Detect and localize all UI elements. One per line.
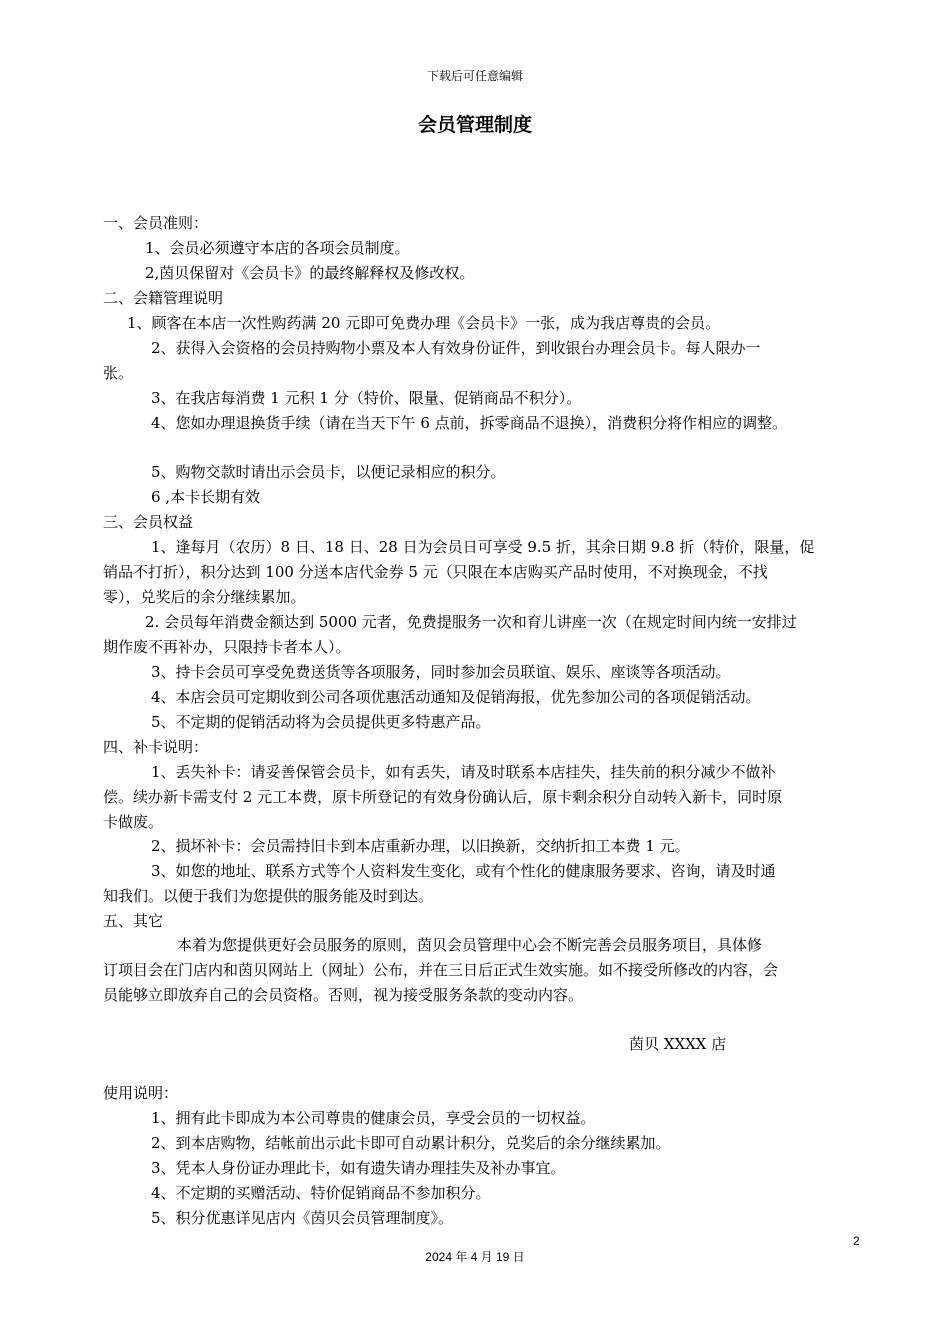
section-heading-4: 四、补卡说明：	[103, 738, 209, 756]
rule-3-1: 1、逢每月（农历）8 日、18 日、28 日为会员日可享受 9.5 折，其余日期 9.8 折（特价，限量，促	[151, 538, 815, 556]
rule-2-2: 2、获得入会资格的会员持购物小票及本人有效身份证件，到收银台办理会员卡。每人限办一	[151, 339, 761, 357]
rule-3-1-cont: 销品不打折），积分达到 100 分送本店代金券 5 元（只限在本店购买产品时使用，不对换现金，不找	[103, 563, 768, 581]
rule-4-1-cont: 卡做废。	[103, 813, 164, 831]
usage-5: 5、积分优惠详见店内《茵贝会员管理制度》。	[151, 1209, 454, 1227]
usage-1: 1、拥有此卡即成为本公司尊贵的健康会员，享受会员的一切权益。	[151, 1109, 596, 1127]
rule-3-3: 3、持卡会员可享受免费送货等各项服务，同时参加会员联谊、娱乐、座谈等各项活动。	[151, 663, 731, 681]
rule-2-4: 4、您如办理退换货手续（请在当天下午 6 点前，拆零商品不退换），消费积分将作相应的调整。	[151, 414, 788, 432]
rule-3-4: 4、本店会员可定期收到公司各项优惠活动通知及促销海报，优先参加公司的各项促销活动。	[151, 688, 761, 706]
usage-3: 3、凭本人身份证办理此卡，如有遗失请办理挂失及补办事宜。	[151, 1159, 566, 1177]
rule-2-3: 3、在我店每消费 1 元积 1 分（特价、限量、促销商品不积分）。	[151, 389, 582, 407]
rule-5-para-cont: 员能够立即放弃自己的会员资格。否则，视为接受服务条款的变动内容。	[103, 986, 584, 1004]
page-header: 下载后可任意编辑	[426, 69, 523, 83]
page-number: 2	[853, 1234, 860, 1248]
usage-2: 2、到本店购物，结帐前出示此卡即可自动累计积分，兑奖后的余分继续累加。	[151, 1134, 671, 1152]
rule-3-5: 5、不定期的促销活动将为会员提供更多特惠产品。	[151, 713, 491, 731]
usage-4: 4、不定期的买赠活动、特价促销商品不参加积分。	[151, 1184, 491, 1202]
rule-4-1-cont: 偿。续办新卡需支付 2 元工本费，原卡所登记的有效身份确认后，原卡剩余积分自动转入新卡，同时原	[103, 788, 783, 806]
rule-3-1-cont: 零），兑奖后的余分继续累加。	[103, 588, 306, 606]
rule-4-1: 1、丢失补卡：请妥善保管会员卡，如有丢失，请及时联系本店挂失，挂失前的积分减少不做补	[151, 763, 776, 781]
document-date: 2024 年 4 月 19 日	[425, 1250, 525, 1264]
rule-5-para: 本着为您提供更好会员服务的原则，茵贝会员管理中心会不断完善会员服务项目，具体修	[177, 936, 763, 954]
rule-3-2: 2. 会员每年消费金额达到 5000 元者，免费提服务一次和育儿讲座一次（在规定时间内统一安排过	[145, 613, 797, 631]
section-heading-1: 一、会员准则：	[103, 214, 209, 232]
rule-4-3-cont: 知我们。以便于我们为您提供的服务能及时到达。	[103, 887, 434, 905]
rule-1-1: 1、会员必须遵守本店的各项会员制度。	[145, 239, 410, 257]
signature-store: 茵贝 XXXX 店	[629, 1035, 727, 1053]
rule-2-1: 1、顾客在本店一次性购药满 20 元即可免费办理《会员卡》一张，成为我店尊贵的会员。	[127, 314, 721, 332]
section-heading-3: 三、会员权益	[103, 513, 194, 531]
rule-1-2: 2,茵贝保留对《会员卡》的最终解释权及修改权。	[145, 264, 475, 282]
section-heading-2: 二、会籍管理说明	[103, 289, 224, 307]
rule-2-2-cont: 张。	[103, 364, 134, 382]
rule-4-3: 3、如您的地址、联系方式等个人资料发生变化，或有个性化的健康服务要求、咨询，请及时通	[151, 862, 776, 880]
rule-2-5: 5、购物交款时请出示会员卡，以便记录相应的积分。	[151, 463, 506, 481]
rule-5-para-cont: 订项目会在门店内和茵贝网站上（网址）公布，并在三日后正式生效实施。如不接受所修改的内容，会	[103, 961, 779, 979]
usage-heading: 使用说明：	[103, 1084, 179, 1102]
section-heading-5: 五、其它	[103, 912, 164, 930]
rule-3-2-cont: 期作废不再补办，只限持卡者本人）。	[103, 638, 351, 656]
rule-2-6: 6 ,本卡长期有效	[151, 488, 261, 506]
document-title: 会员管理制度	[417, 114, 532, 136]
rule-4-2: 2、损坏补卡：会员需持旧卡到本店重新办理，以旧换新，交纳折扣工本费 1 元。	[151, 837, 690, 855]
